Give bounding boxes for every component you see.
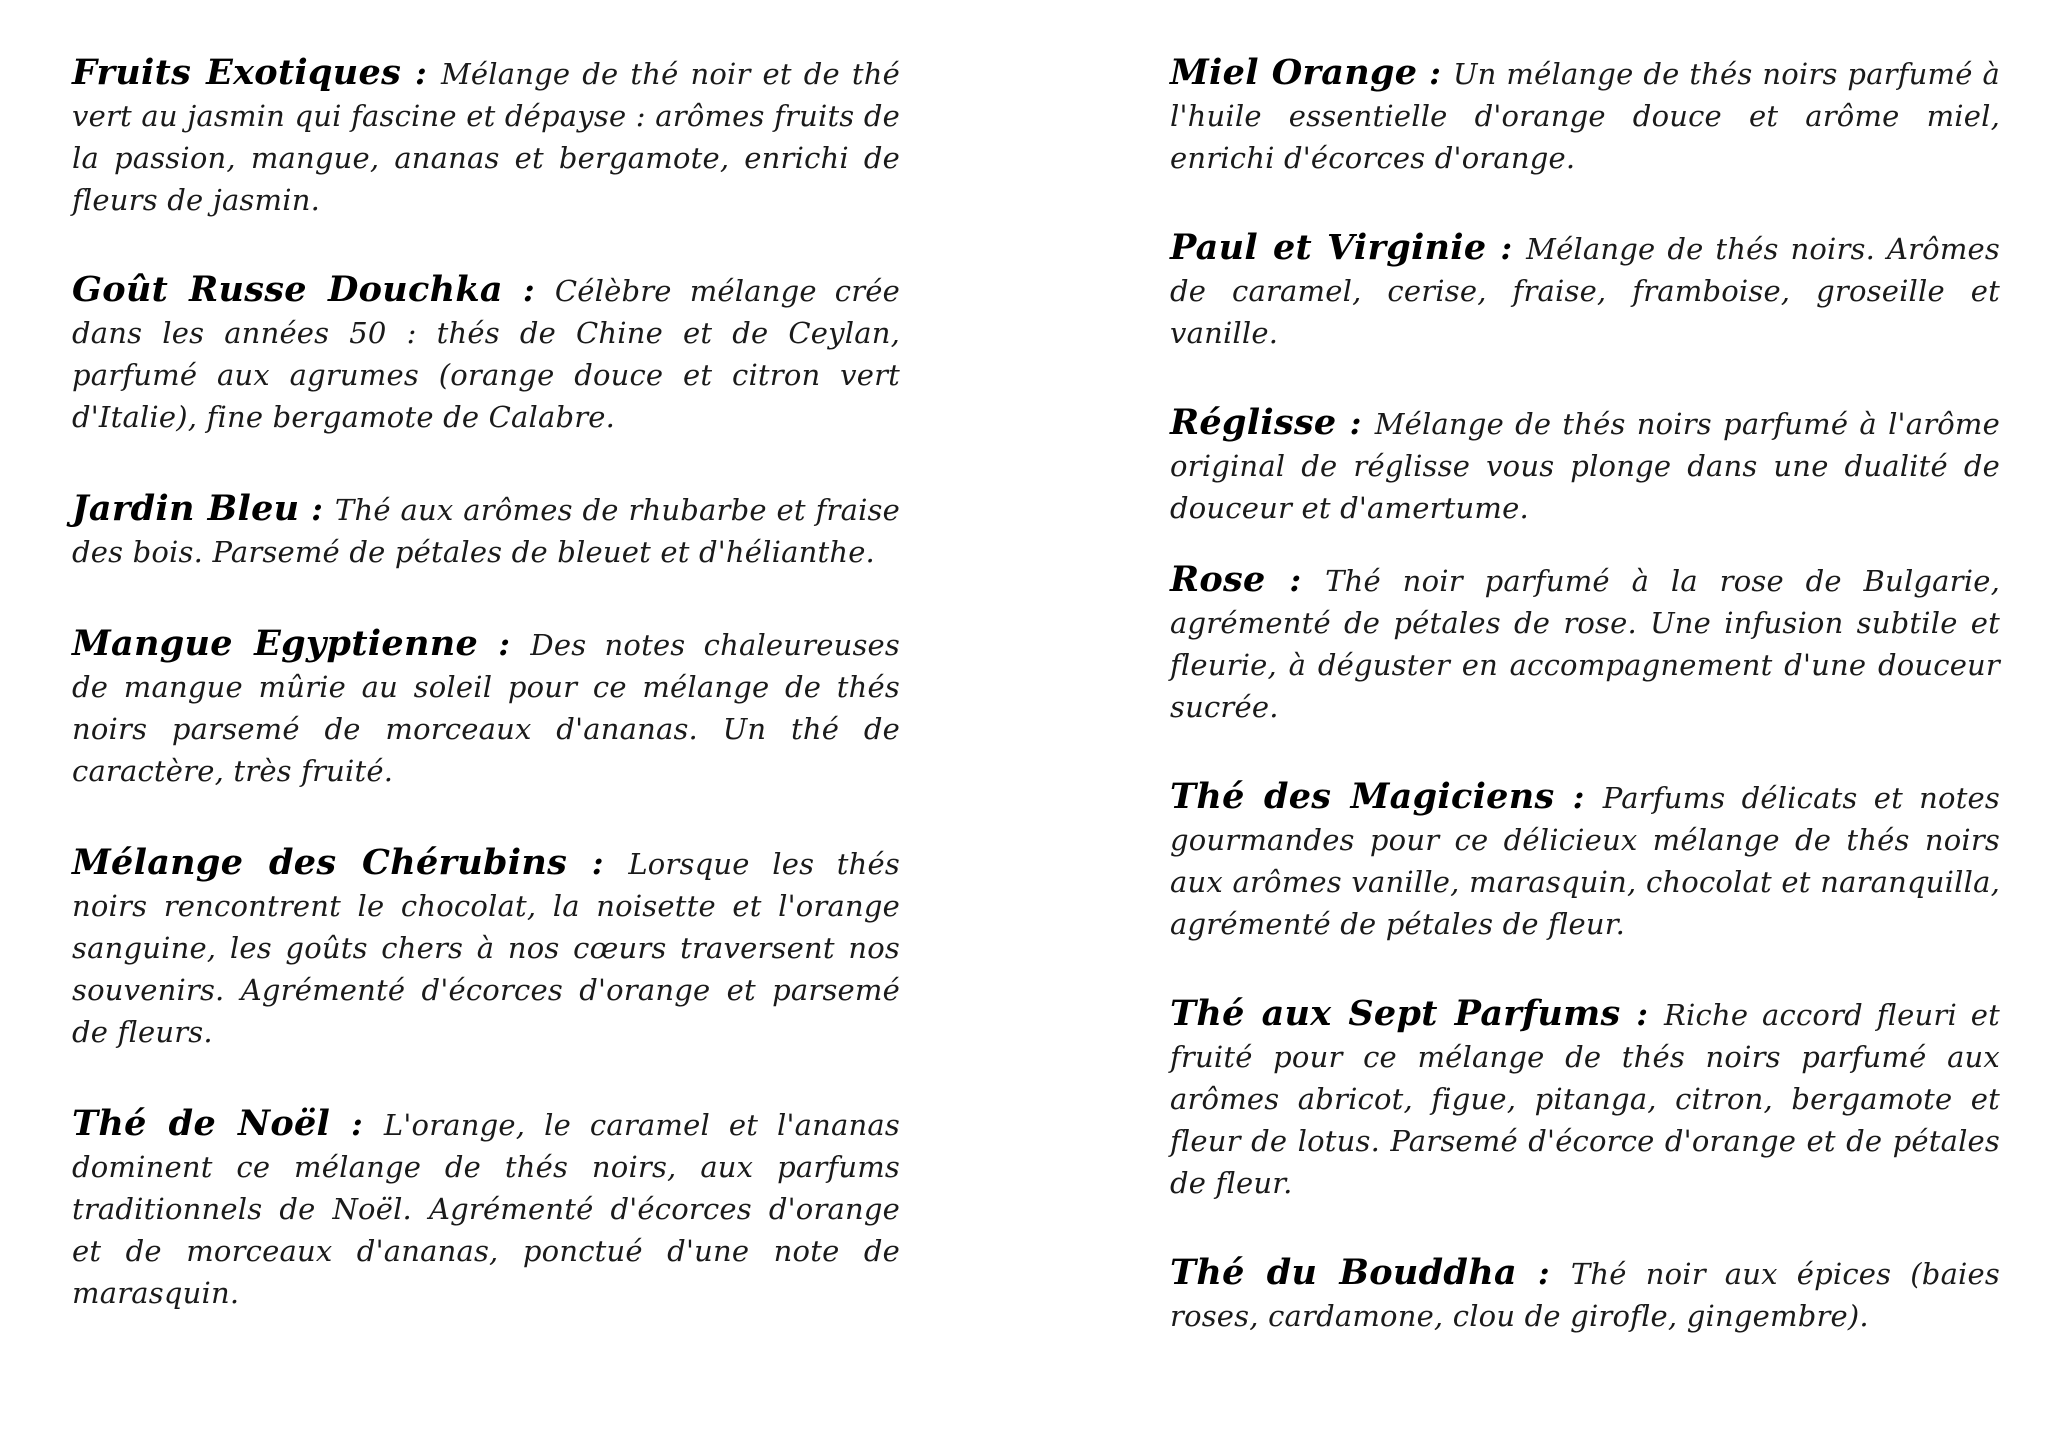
tea-name: Mélange des Chérubins <box>72 842 568 883</box>
right-page <box>1024 0 2048 1447</box>
tea-entry-the-aux-sept-parfums <box>1170 993 2000 1204</box>
tea-name: Paul et Virginie <box>1170 227 1487 268</box>
tea-name: Rose <box>1170 559 1266 600</box>
tea-name: Jardin Bleu <box>72 488 300 529</box>
tea-entry-reglisse <box>1170 402 2000 529</box>
separator: : <box>1620 995 1665 1033</box>
tea-description: Thé noir aux épices (baies roses, cardamone, clou de girofle, gingembre). <box>1170 1257 2000 1333</box>
tea-description: Mélange de thés noirs. Arômes de caramel, cerise, fraise, framboise, groseille et vanille. <box>1170 232 2000 350</box>
separator: : <box>502 271 555 309</box>
separator: : <box>478 625 531 663</box>
left-column <box>72 52 900 1356</box>
tea-entry-the-du-bouddha <box>1170 1252 2000 1337</box>
tea-description: Des notes chaleureuses de mangue mûrie au soleil pour ce mélange de thés noirs parsemé de morceaux d'ananas. Un thé de caractère, très fruité. <box>72 628 900 788</box>
separator: : <box>1486 229 1527 267</box>
separator: : <box>1516 1254 1571 1292</box>
tea-description: Mélange de thé noir et de thé vert au jasmin qui fascine et dépayse : arômes fruits de la passion, mangue, ananas et bergamote, enrichi de fleurs de jasmin. <box>72 57 900 217</box>
tea-description: Lorsque les thés noirs rencontrent le chocolat, la noisette et l'orange sanguine, les goûts chers à nos cœurs traversent nos souvenirs. Agrémenté d'écorces d'orange et parsemé de fleurs. <box>72 847 900 1049</box>
separator: : <box>401 54 441 92</box>
tea-entry-mangue-egyptienne <box>72 623 900 792</box>
separator: : <box>299 490 335 528</box>
separator: : <box>1336 404 1375 442</box>
tea-entry-jardin-bleu <box>72 488 900 573</box>
separator: : <box>1554 778 1603 816</box>
tea-description: L'orange, le caramel et l'ananas dominent ce mélange de thés noirs, aux parfums traditionnels de Noël. Agrémenté d'écorces d'orange et de morceaux d'ananas, ponctué d'une note de marasquin. <box>72 1108 900 1310</box>
tea-name: Thé aux Sept Parfums <box>1170 993 1621 1034</box>
tea-description: Célèbre mélange crée dans les années 50 : thés de Chine et de Ceylan, parfumé aux agrumes (orange douce et citron vert d'Italie), fine bergamote de Calabre. <box>72 274 900 434</box>
tea-entry-miel-orange <box>1170 52 2000 179</box>
tea-entry-gout-russe-douchka <box>72 269 900 438</box>
tea-entry-the-de-noel <box>72 1103 900 1314</box>
tea-entry-fruits-exotiques <box>72 52 900 221</box>
separator: : <box>1417 54 1453 92</box>
tea-entry-the-des-magiciens <box>1170 776 2000 945</box>
tea-entry-paul-et-virginie <box>1170 227 2000 354</box>
tea-entry-rose <box>1170 559 2000 728</box>
tea-description: Riche accord fleuri et fruité pour ce mélange de thés noirs parfumé aux arômes abricot, figue, pitanga, citron, bergamote et fleur de lotus. Parsemé d'écorce d'orange et de pétales de fleur. <box>1170 998 2000 1200</box>
tea-name: Miel Orange <box>1170 52 1418 93</box>
separator: : <box>1265 561 1326 599</box>
right-column <box>1170 52 2000 1385</box>
tea-description: Mélange de thés noirs parfumé à l'arôme original de réglisse vous plonge dans une dualité de douceur et d'amertume. <box>1170 407 2000 525</box>
tea-name: Thé des Magiciens <box>1170 776 1555 817</box>
tea-entry-melange-des-cherubins <box>72 842 900 1053</box>
tea-description: Un mélange de thés noirs parfumé à l'huile essentielle d'orange douce et arôme miel, enrichi d'écorces d'orange. <box>1170 57 2000 175</box>
tea-description: Thé aux arômes de rhubarbe et fraise des bois. Parsemé de pétales de bleuet et d'hélianthe. <box>72 493 900 569</box>
tea-name: Thé du Bouddha <box>1170 1252 1517 1293</box>
tea-name: Mangue Egyptienne <box>72 623 479 664</box>
tea-description: Parfums délicats et notes gourmandes pour ce délicieux mélange de thés noirs aux arômes vanille, marasquin, chocolat et naranquilla, agrémenté de pétales de fleur. <box>1170 781 2000 941</box>
tea-name: Thé de Noël <box>72 1103 331 1144</box>
separator: : <box>330 1105 384 1143</box>
tea-description: Thé noir parfumé à la rose de Bulgarie, agrémenté de pétales de rose. Une infusion subtile et fleurie, à déguster en accompagnement d'une douceur sucrée. <box>1170 564 2000 724</box>
separator: : <box>567 844 629 882</box>
tea-name: Goût Russe Douchka <box>72 269 503 310</box>
tea-name: Fruits Exotiques <box>72 52 402 93</box>
tea-name: Réglisse <box>1170 402 1337 443</box>
